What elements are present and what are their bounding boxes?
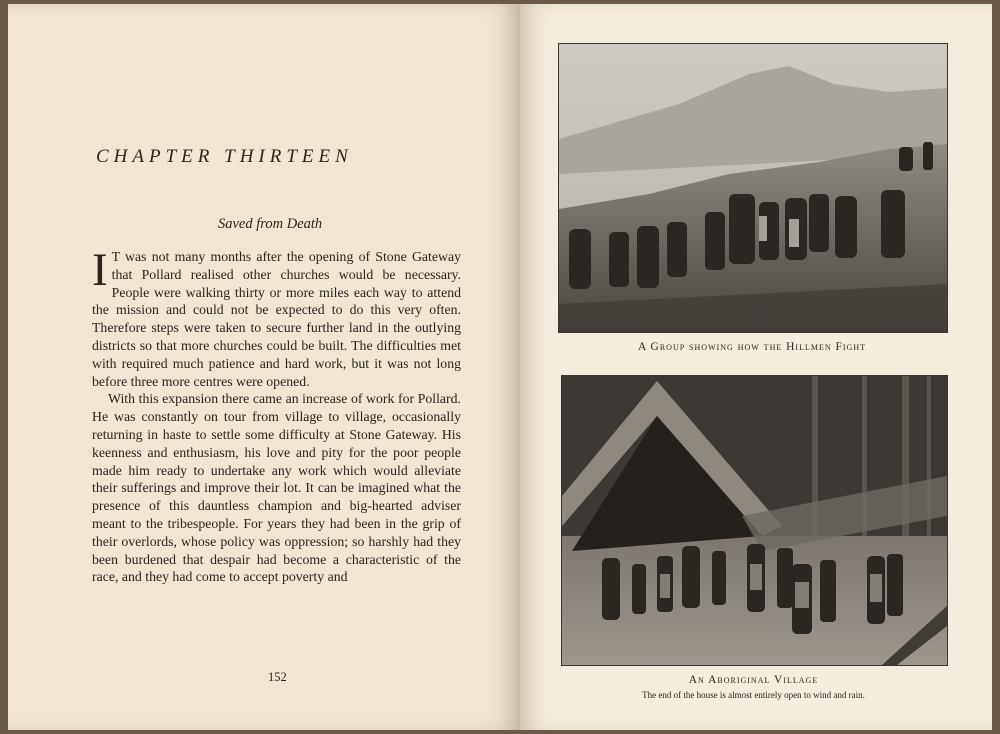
photo-2-subcaption: The end of the house is almost entirely open to wind and rain. bbox=[642, 690, 865, 700]
photo-2-caption: An Aboriginal Village bbox=[688, 674, 819, 686]
chapter-title: CHAPTER THIRTEEN bbox=[96, 146, 353, 167]
photo-1-caption: A Group showing how the Hillmen Fight bbox=[637, 341, 867, 353]
paragraph-2: With this expansion there came an increase of work for Pollard. He was constantly on tour from village to village, occasionally returning in haste to settle some difficulty at Stone Gateway. His keenness and enthusiasm, his love and pity for the poor people made him ready to undertake any work which would alleviate their sufferings and improve their lot. It can be imagined what the presence of this dauntless champion and big-hearted adviser meant to the tribespeople. For years they had been in the grip of their overlords, whose policy was oppression; so harshly had they been burdened that despair had become a characteristic of the race, and they had come to accept poverty and bbox=[92, 391, 461, 585]
page-number: 152 bbox=[268, 670, 287, 684]
paragraph-1-text: T was not many months after the opening of Stone Gateway that Pollard realised other churches would be necessary. People were walking thirty or more miles each way to attend the mission and could not be expected to do this very often. Therefore steps were taken to secure further land in the outlying districts so that more churches could be built. The difficulties met with required much patience and hard work, but it was not long before three more centres were opened. bbox=[92, 249, 461, 389]
photo-aboriginal-village bbox=[561, 375, 948, 666]
body-text bbox=[92, 244, 461, 586]
photo-hillmen-group bbox=[558, 43, 948, 333]
section-title: Saved from Death bbox=[218, 216, 323, 232]
drop-cap: I bbox=[92, 244, 108, 296]
paragraph-1 bbox=[92, 244, 461, 390]
